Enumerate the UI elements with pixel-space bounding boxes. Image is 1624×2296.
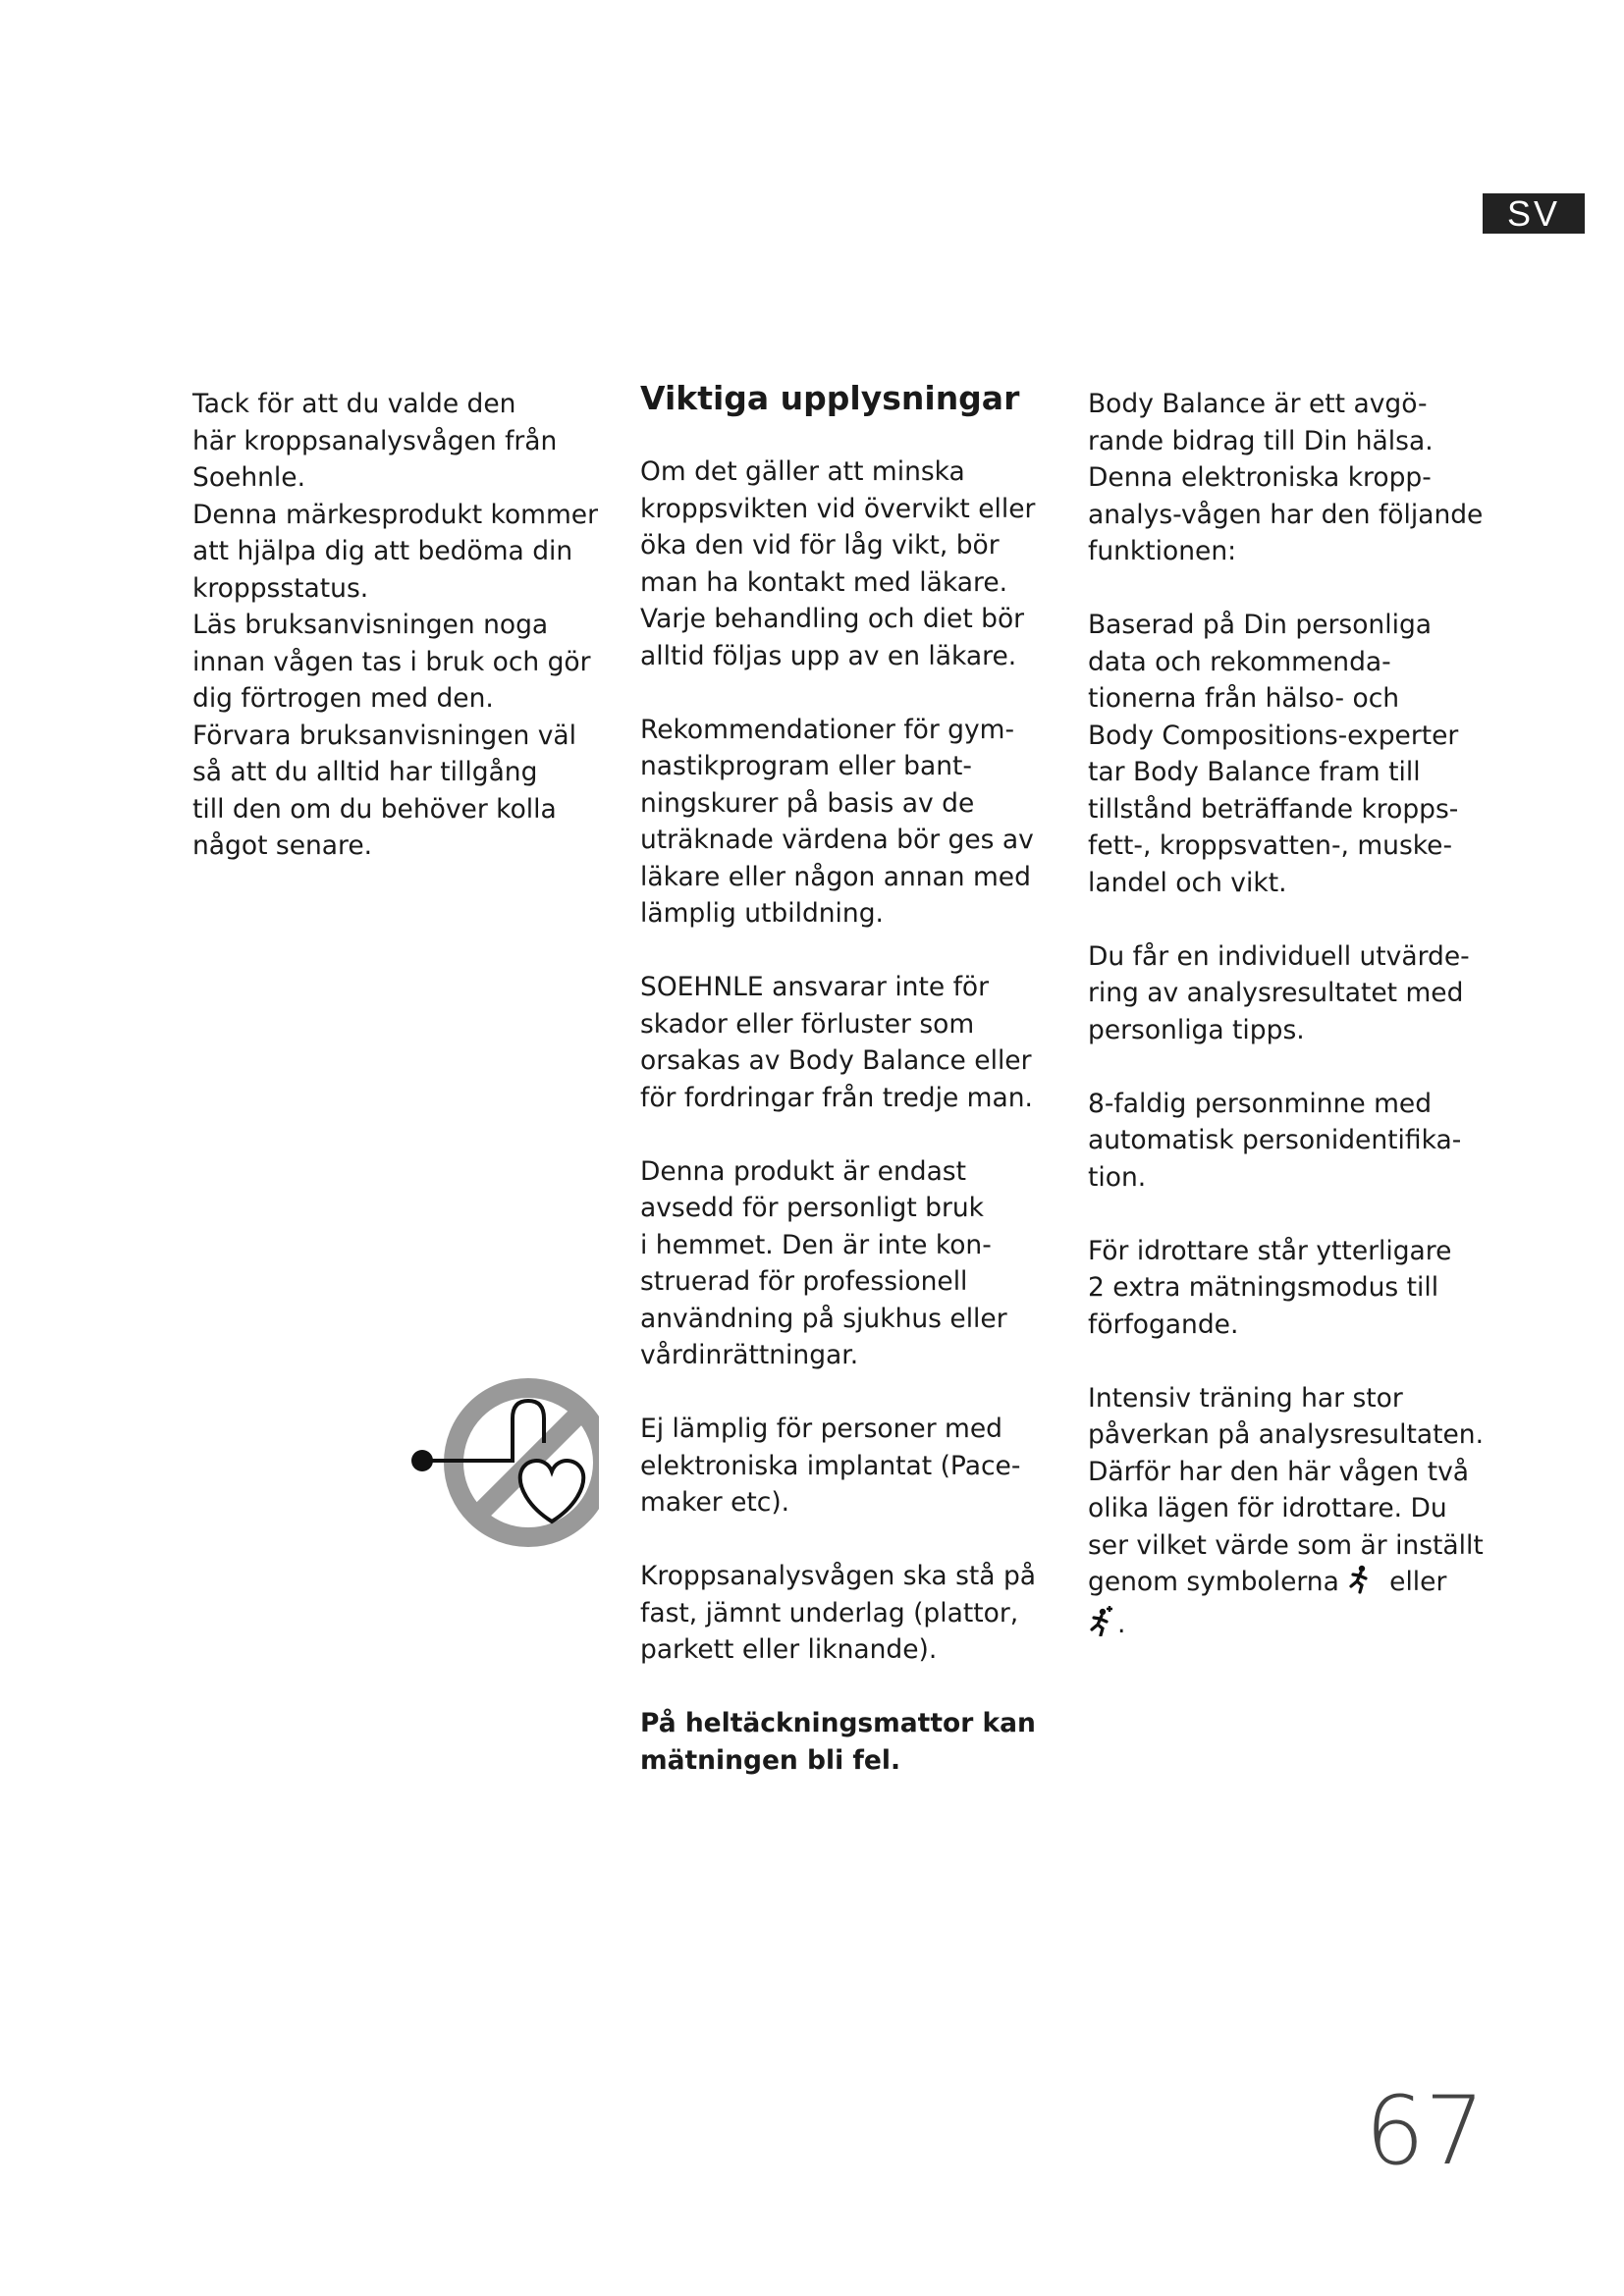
- paragraph-contribution: Body Balance är ett avgö- rande bidrag till Din hälsa. Denna elektroniska kropp- analys-vågen har den följande funktionen:: [1088, 389, 1484, 566]
- paragraph-carpet-warning: På heltäckningsmattor kan mätningen bli fel.: [640, 1708, 1036, 1776]
- column-important-info: [640, 379, 1062, 1816]
- column-intro: [192, 386, 605, 901]
- paragraph-home-use: Denna produkt är endast avsedd för personligt bruk i hemmet. Den är inte kon- struerad för professionell användning på sjukhus eller vårdinrättningar.: [640, 1155, 1007, 1370]
- paragraph-surface: Kroppsanalysvågen ska stå på fast, jämnt underlag (plattor, parkett eller liknande).: [640, 1561, 1037, 1665]
- paragraph-based-on-data: Baserad på Din personliga data och rekommenda- tionerna från hälso- och Body Compositions-experter tar Body Balance fram till tillstånd beträffande kropps- fett-, kroppsvatten-, muske- landel och vikt.: [1088, 610, 1459, 898]
- intro-text: Tack för att du valde den här kroppsanalysvågen från Soehnle. Denna märkesprodukt kommer att hjälpa dig att bedöma din kroppsstatus. Läs bruksanvisningen noga innan vågen tas i bruk och gör dig förtrogen med den. Förvara bruksanvisningen väl så att du alltid har tillgång till den om du behöver kolla något senare.: [192, 389, 598, 861]
- or-text: eller: [1389, 1567, 1447, 1597]
- paragraph-liability: SOEHNLE ansvarar inte för skador eller förluster som orsakas av Body Balance eller för fordringar från tredje man.: [640, 972, 1033, 1113]
- paragraph-weight-doctor: Om det gäller att minska kroppsvikten vid övervikt eller öka den vid för låg vikt, bör man ha kontakt med läkare. Varje behandling och diet bör alltid följas upp av en läkare.: [640, 456, 1036, 671]
- paragraph-implants: Ej lämplig för personer med elektroniska implantat (Pace- maker etc).: [640, 1414, 1021, 1518]
- section-heading: Viktiga upplysningar: [640, 379, 1020, 417]
- page-number: 67: [1365, 2076, 1486, 2186]
- paragraph-athletes: För idrottare står ytterligare 2 extra mätningsmodus till förfogande.: [1088, 1235, 1452, 1340]
- column-features: [1088, 386, 1510, 1683]
- training-text: Intensiv träning har stor påverkan på analysresultaten. Därför har den här vågen två olika lägen för idrottare. Du ser vilket värde som är inställt genom symbolerna: [1088, 1382, 1485, 1597]
- paragraph-training: [1088, 1380, 1510, 1647]
- language-tab: SV: [1483, 193, 1585, 234]
- paragraph-memory: 8-faldig personminne med automatisk personidentifika- tion.: [1088, 1088, 1462, 1193]
- paragraph-recommendations: Rekommendationer för gym- nastikprogram eller bant- ningskurer på basis av de uträknade värdena bör ges av läkare eller någon annan med lämplig utbildning.: [640, 714, 1034, 929]
- paragraph-evaluation: Du får en individuell utvärde- ring av analysresultatet med personliga tipps.: [1088, 940, 1470, 1045]
- athlete-plus-icon: [1088, 1605, 1117, 1647]
- athlete-icon: [1347, 1565, 1373, 1605]
- no-pacemaker-icon: [403, 1369, 599, 1560]
- period-text: .: [1117, 1608, 1126, 1639]
